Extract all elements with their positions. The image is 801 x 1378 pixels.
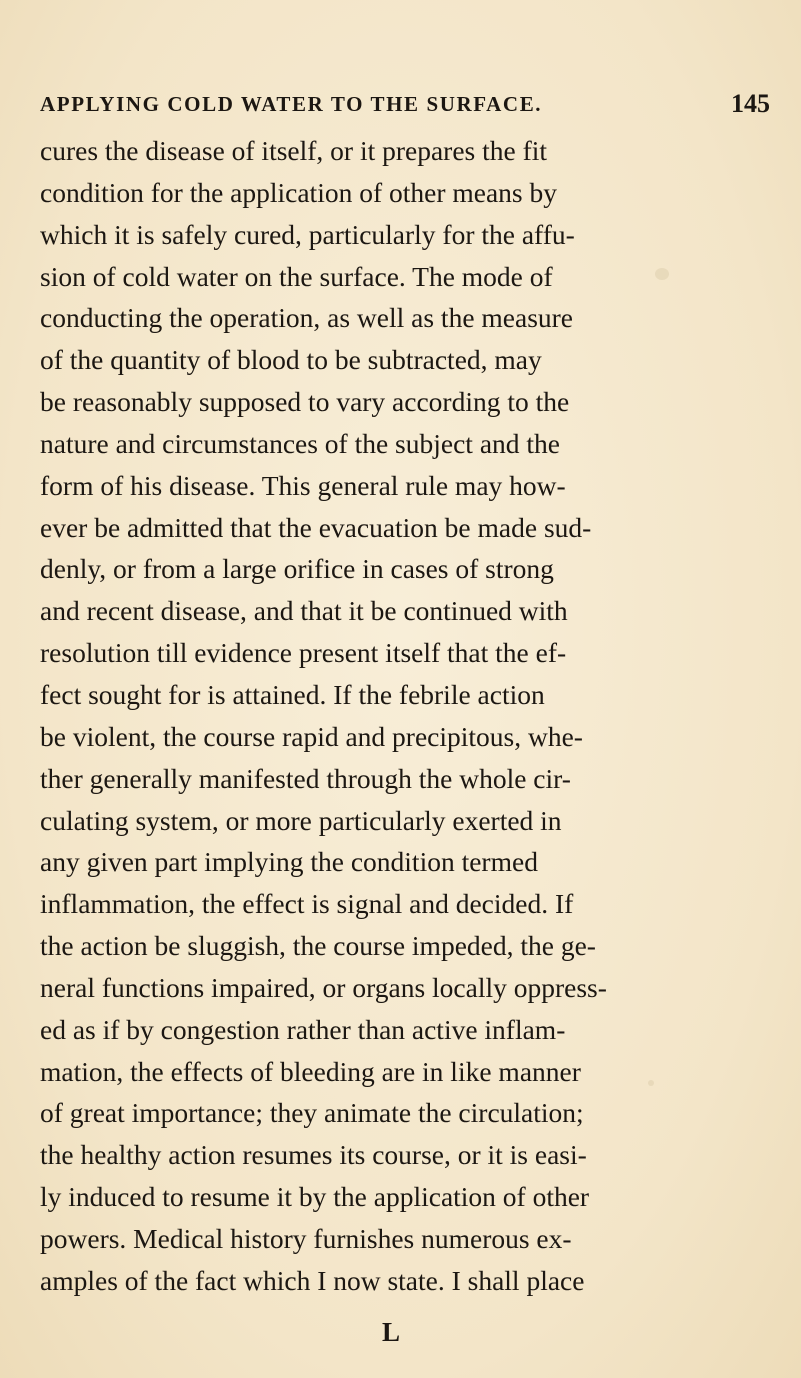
text-line: ly induced to resume it by the application of other [40,1181,590,1213]
text-line: the action be sluggish, the course impeded, the ge- [40,930,596,962]
text-line: resolution till evidence present itself that the ef- [40,637,567,669]
text-line: mation, the effects of bleeding are in like manner [40,1055,581,1087]
text-line: culating system, or more particularly exerted in [40,804,562,836]
text-line: nature and circumstances of the subject and the [40,427,561,459]
body-text [40,130,740,1302]
text-line: powers. Medical history furnishes numerous ex- [40,1222,572,1254]
text-line: ther generally manifested through the whole cir- [40,762,571,794]
text-line: cures the disease of itself, or it prepares the fit [40,135,548,166]
text-line: denly, or from a large orifice in cases of strong [40,553,554,585]
running-title: APPLYING COLD WATER TO THE SURFACE. [40,92,543,116]
text-line: sion of cold water on the surface. The mode of [40,260,553,292]
text-line: and recent disease, and that it be continued with [40,595,568,627]
text-line: neral functions impaired, or organs locally oppress- [40,971,607,1003]
signature-mark: L [382,1317,401,1347]
text-line: any given part implying the condition termed [40,846,538,878]
text-line: the healthy action resumes its course, or it is easi- [40,1139,587,1171]
text-line: inflammation, the effect is signal and decided. If [40,888,574,920]
page-number: 145 [731,89,770,118]
text-line: ever be admitted that the evacuation be made sud- [40,511,592,543]
page-header [40,89,770,126]
text-line: ed as if by congestion rather than active inflam- [40,1013,566,1045]
text-line: which it is safely cured, particularly for the affu- [40,218,575,250]
text-line: condition for the application of other means by [40,176,558,208]
text-line: of the quantity of blood to be subtracted, may [40,344,542,376]
text-line: fect sought for is attained. If the febrile action [40,678,545,710]
text-line: form of his disease. This general rule may how- [40,469,566,501]
text-line: be reasonably supposed to vary according to the [40,386,570,418]
text-line: of great importance; they animate the circulation; [40,1097,584,1129]
text-line: amples of the fact which I now state. I shall place [40,1264,585,1296]
text-line: conducting the operation, as well as the measure [40,302,574,334]
text-line: be violent, the course rapid and precipitous, whe- [40,720,583,752]
